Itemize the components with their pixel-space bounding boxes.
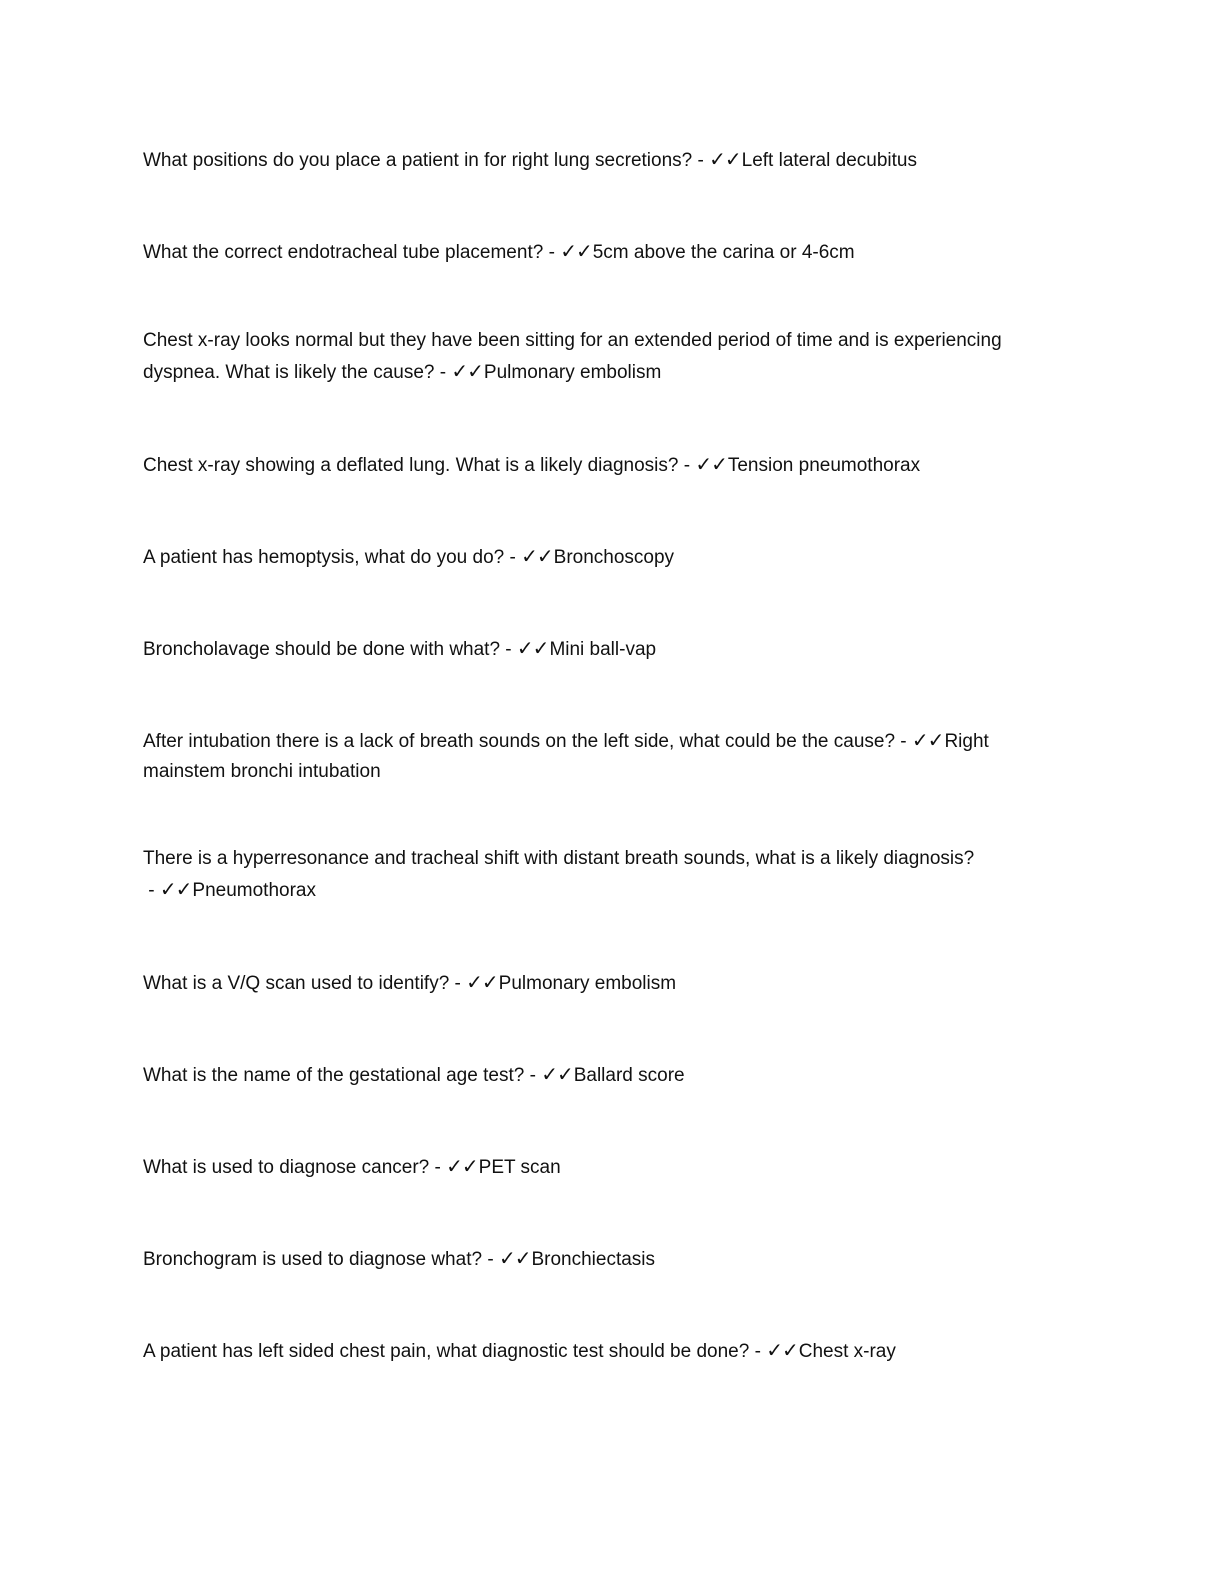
answer-text: Bronchiectasis <box>531 1249 656 1270</box>
separator: - <box>143 880 160 901</box>
answer-text: Bronchoscopy <box>553 547 675 568</box>
answer-text: Tension pneumothorax <box>727 455 921 476</box>
qa-item <box>143 1243 1073 1275</box>
double-check-icon: ✓✓ <box>541 1062 573 1086</box>
double-check-icon: ✓✓ <box>521 544 553 568</box>
double-check-icon: ✓✓ <box>516 636 549 660</box>
question-text: What the correct endotracheal tube placement? <box>143 242 544 263</box>
double-check-icon: ✓✓ <box>466 970 498 994</box>
answer-text: Pulmonary embolism <box>498 973 677 994</box>
question-text: What is the name of the gestational age test? <box>143 1065 525 1086</box>
answer-text: Mini ball-vap <box>549 639 657 660</box>
qa-item <box>143 236 1073 268</box>
double-check-icon: ✓✓ <box>498 1246 531 1270</box>
question-text: A patient has left sided chest pain, what diagnostic test should be done? <box>143 1341 750 1362</box>
question-text: After intubation there is a lack of breath sounds on the left side, what could be the cause? <box>143 731 896 752</box>
qa-item <box>143 326 1073 388</box>
double-check-icon: ✓✓ <box>159 877 192 901</box>
question-text: What positions do you place a patient in for right lung secretions? <box>143 150 693 171</box>
question-text: Chest x-ray looks normal but they have been sitting for an extended period of time and is experiencing dyspnea. What is likely the cause? <box>143 330 1002 383</box>
separator: - <box>895 731 912 752</box>
question-text: Chest x-ray showing a deflated lung. What is a likely diagnosis? <box>143 455 679 476</box>
double-check-icon: ✓✓ <box>766 1338 798 1362</box>
question-text: What is a V/Q scan used to identify? <box>143 973 450 994</box>
separator: - <box>429 1157 447 1178</box>
separator: - <box>504 547 522 568</box>
double-check-icon: ✓✓ <box>451 359 483 383</box>
double-check-icon: ✓✓ <box>695 452 727 476</box>
answer-text: Pneumothorax <box>192 880 316 901</box>
qa-item <box>143 1151 1073 1183</box>
qa-item <box>143 633 1073 665</box>
separator: - <box>678 455 696 476</box>
qa-item <box>143 541 1073 573</box>
answer-text: Right mainstem bronchi intubation <box>143 731 989 782</box>
answer-text: 5cm above the carina or 4-6cm <box>592 242 855 263</box>
double-check-icon: ✓✓ <box>709 147 741 171</box>
double-check-icon: ✓✓ <box>911 728 944 752</box>
answer-text: Ballard score <box>573 1065 685 1086</box>
double-check-icon: ✓✓ <box>560 239 592 263</box>
question-text: Bronchogram is used to diagnose what? <box>143 1249 483 1270</box>
qa-item <box>143 967 1073 999</box>
qa-item <box>143 449 1073 481</box>
question-text: What is used to diagnose cancer? <box>143 1157 430 1178</box>
double-check-icon: ✓✓ <box>446 1154 478 1178</box>
separator: - <box>692 150 710 171</box>
separator: - <box>482 1249 499 1270</box>
answer-text: PET scan <box>478 1157 561 1178</box>
qa-item <box>143 1335 1073 1367</box>
separator: - <box>749 1341 767 1362</box>
qa-item <box>143 1059 1073 1091</box>
separator: - <box>449 973 467 994</box>
qa-item <box>143 725 1073 787</box>
answer-text: Left lateral decubitus <box>741 150 917 171</box>
question-text: A patient has hemoptysis, what do you do? <box>143 547 505 568</box>
question-text: Broncholavage should be done with what? <box>143 639 501 660</box>
qa-item <box>143 144 1073 176</box>
answer-text: Chest x-ray <box>798 1341 896 1362</box>
separator: - <box>500 639 517 660</box>
separator: - <box>543 242 561 263</box>
question-text: There is a hyperresonance and tracheal shift with distant breath sounds, what is a likely diagnosis? <box>143 848 975 869</box>
separator: - <box>434 362 452 383</box>
separator: - <box>524 1065 542 1086</box>
qa-item <box>143 844 1073 906</box>
answer-text: Pulmonary embolism <box>483 362 662 383</box>
